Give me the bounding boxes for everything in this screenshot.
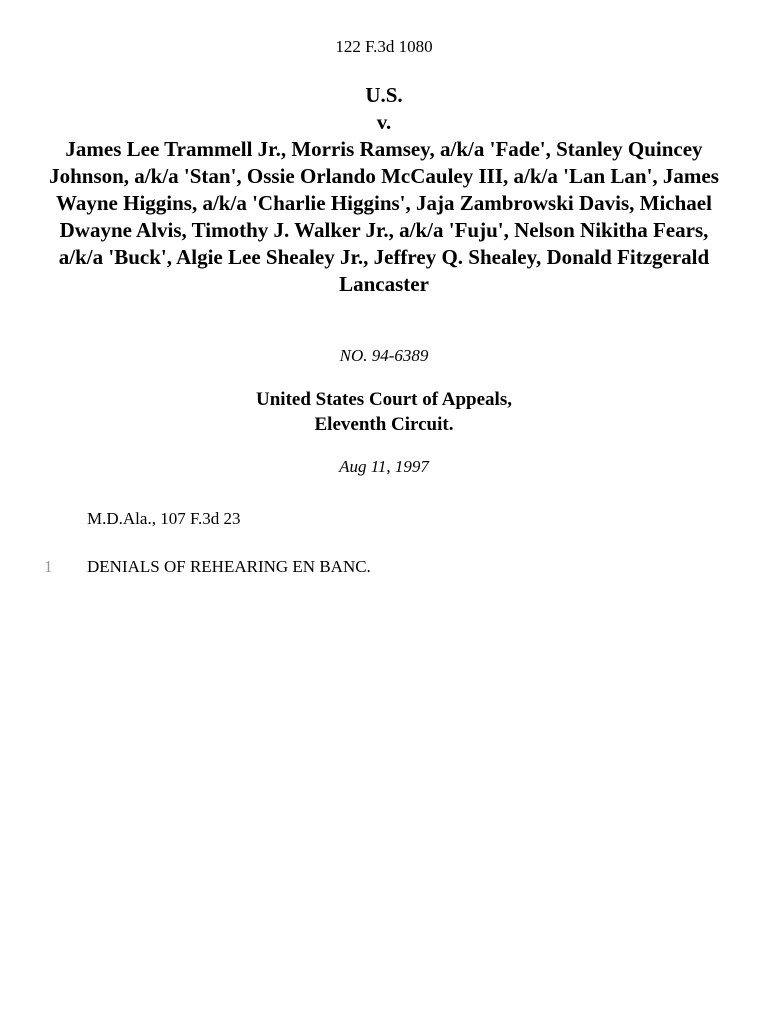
paragraph-text: DENIALS OF REHEARING EN BANC.	[87, 557, 371, 576]
docket-number: NO. 94-6389	[339, 346, 429, 365]
decision-date: Aug 11, 1997	[339, 457, 429, 476]
plaintiff: U.S.	[365, 83, 403, 107]
versus: v.	[376, 110, 392, 134]
court-name	[0, 387, 768, 437]
lower-court-citation: M.D.Ala., 107 F.3d 23	[87, 509, 241, 528]
court-name-line-2: Eleventh Circuit.	[314, 414, 454, 435]
case-caption	[40, 82, 728, 298]
paragraph-number: 1	[44, 557, 53, 576]
court-name-line-1: United States Court of Appeals,	[256, 389, 512, 410]
defendants: James Lee Trammell Jr., Morris Ramsey, a/k/a 'Fade', Stanley Quincey Johnson, a/k/a 'Stan', Ossie Orlando McCauley III, a/k/a 'Lan Lan', James Wayne Higgins, a/k/a 'Charlie Higgins', Jaja Zambrowski Davis, Michael Dwayne Alvis, Timothy J. Walker Jr., a/k/a 'Fuju', Nelson Nikitha Fears, a/k/a 'Buck', Algie Lee Shealey Jr., Jeffrey Q. Shealey, Donald Fitzgerald Lancaster	[49, 137, 719, 296]
citation: 122 F.3d 1080	[335, 37, 433, 56]
